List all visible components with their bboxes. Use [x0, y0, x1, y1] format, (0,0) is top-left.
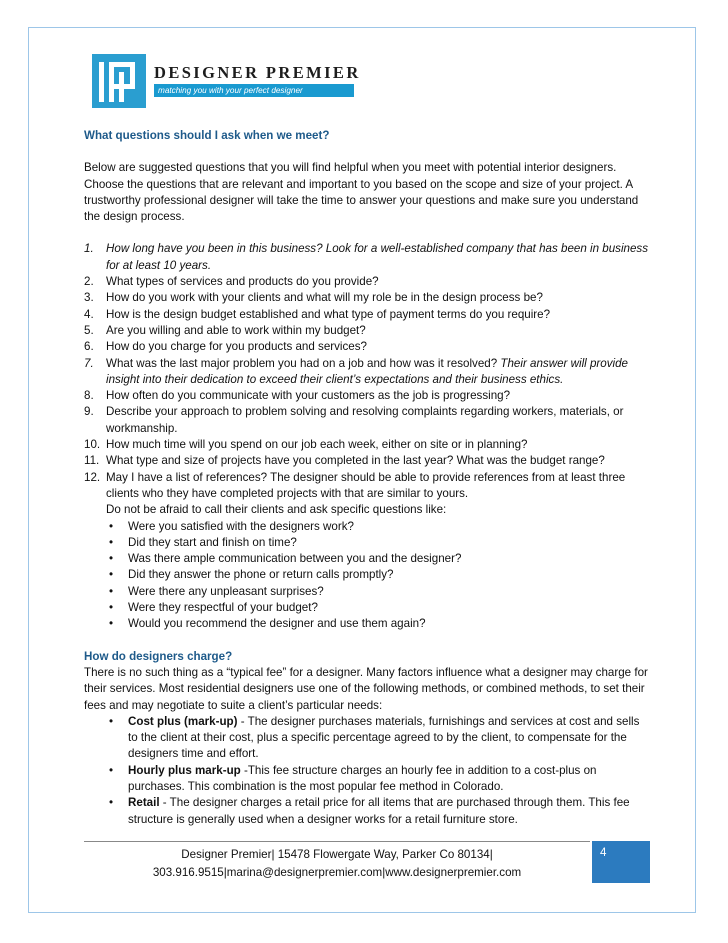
question-item: 3. How do you work with your clients and what will my role be in the design process be? — [84, 291, 543, 305]
bullet-icon: • — [109, 584, 114, 598]
bullet-icon: • — [109, 601, 114, 615]
bullet-icon: • — [109, 552, 114, 566]
bullet-icon: • — [109, 568, 114, 582]
list-item: • Would you recommend the designer and use them again? — [106, 616, 650, 632]
list-item: • Was there ample communication between you and the designer? — [106, 551, 650, 567]
list-item: • Did they answer the phone or return calls promptly? — [106, 567, 650, 583]
list-item: • Were you satisfied with the designers work? — [106, 519, 650, 535]
footer-address: Designer Premier| 15478 Flowergate Way, Parker Co 80134| — [181, 848, 493, 861]
list-item: • Were there any unpleasant surprises? — [106, 584, 650, 600]
section-heading-charges: How do designers charge? — [84, 649, 233, 663]
question-item: 10. How much time will you spend on our job each week, either on site or in planning? — [84, 438, 528, 452]
list-item: • Cost plus (mark-up) - The designer purchases materials, furnishings and services at cost and sells to the client at their cost, plus a specific percentage agreed to by the client, to compensate for the designers time and effort. — [109, 714, 640, 761]
company-logo — [92, 54, 362, 108]
logo-mark-icon — [92, 54, 146, 108]
question-item: 11. What type and size of projects have you completed in the last year? What was the budget range? — [84, 454, 605, 468]
references-followup: Do not be afraid to call their clients and ask specific questions like: — [106, 503, 447, 517]
questions-list — [84, 241, 650, 632]
question-item: 1. How long have you been in this business? Look for a well-established company that has been in business for at least 10 years. — [84, 242, 649, 272]
question-item: 9. Describe your approach to problem solving and resolving complaints regarding workers, materials, or workmanship. — [84, 405, 624, 435]
bullet-icon: • — [109, 519, 114, 533]
logo-tagline: matching you with your perfect designer — [154, 84, 354, 97]
question-item: 6. How do you charge for you products and services? — [84, 340, 368, 354]
question-item: 8. How often do you communicate with your customers as the job is progressing? — [84, 389, 511, 403]
page-number: 4 — [592, 841, 650, 883]
charges-intro: There is no such thing as a “typical fee” for a designer. Many factors influence what a designer may charge for their services. Most residential designers use one of the following methods, or combined methods, to set their fees and may negotiate to suite a client’s particular needs: — [84, 665, 648, 712]
question-item: 5. Are you willing and able to work within my budget? — [84, 323, 366, 337]
footer-contact: 303.916.9515|marina@designerpremier.com|www.designerpremier.com — [152, 866, 522, 879]
document-body — [84, 128, 650, 828]
questions-intro: Below are suggested questions that you will find helpful when you meet with potential interior designers. Choose the questions that are relevant and important to you based on the scope and size of your project. A trustworthy professional designer will take the time to answer your questions and make sure you understand the design process. — [84, 161, 639, 224]
list-item: • Were they respectful of your budget? — [106, 600, 650, 616]
question-item: 12. May I have a list of references? The designer should be able to provide references from at least three clients who they have completed projects with that are similar to yours. Do not be afraid to call their clients and ask specific questions like: • Were you satisfied with the designers work? • Did they start and finish on time? • Was there ample communication between you and the designer? • Did they answer the phone or return calls promptly? • Were there any unpleasant surprises? • Were they respectful of your budget? • Would you recommend the designer and use them again? — [84, 470, 650, 633]
bullet-icon: • — [109, 763, 114, 777]
bullet-icon: • — [109, 535, 114, 549]
list-item: • Hourly plus mark-up -This fee structure charges an hourly fee in addition to a cost-plus on purchases. This combination is the most popular fee method in Colorado. — [109, 763, 597, 793]
list-item: • Retail - The designer charges a retail price for all items that are purchased through them. This fee structure is generally used when a designer works for a retail furniture store. — [109, 796, 630, 826]
bullet-icon: • — [109, 714, 114, 728]
question-item: 7. What was the last major problem you had on a job and how was it resolved? Their answer will provide insight into their dedication to exceed their client’s expectations and their business ethics. — [84, 356, 628, 386]
reference-questions-list — [106, 519, 650, 633]
logo-name: DESIGNER PREMIER — [154, 63, 361, 82]
fee-methods-list — [106, 714, 650, 828]
footer-divider — [84, 841, 590, 842]
bullet-icon: • — [109, 617, 114, 631]
question-item: 2. What types of services and products do you provide? — [84, 275, 379, 289]
bullet-icon: • — [109, 796, 114, 810]
list-item: • Did they start and finish on time? — [106, 535, 650, 551]
page-footer — [84, 846, 590, 882]
section-heading-questions: What questions should I ask when we meet? — [84, 129, 330, 142]
question-item: 4. How is the design budget established and what type of payment terms do you require? — [84, 307, 551, 321]
